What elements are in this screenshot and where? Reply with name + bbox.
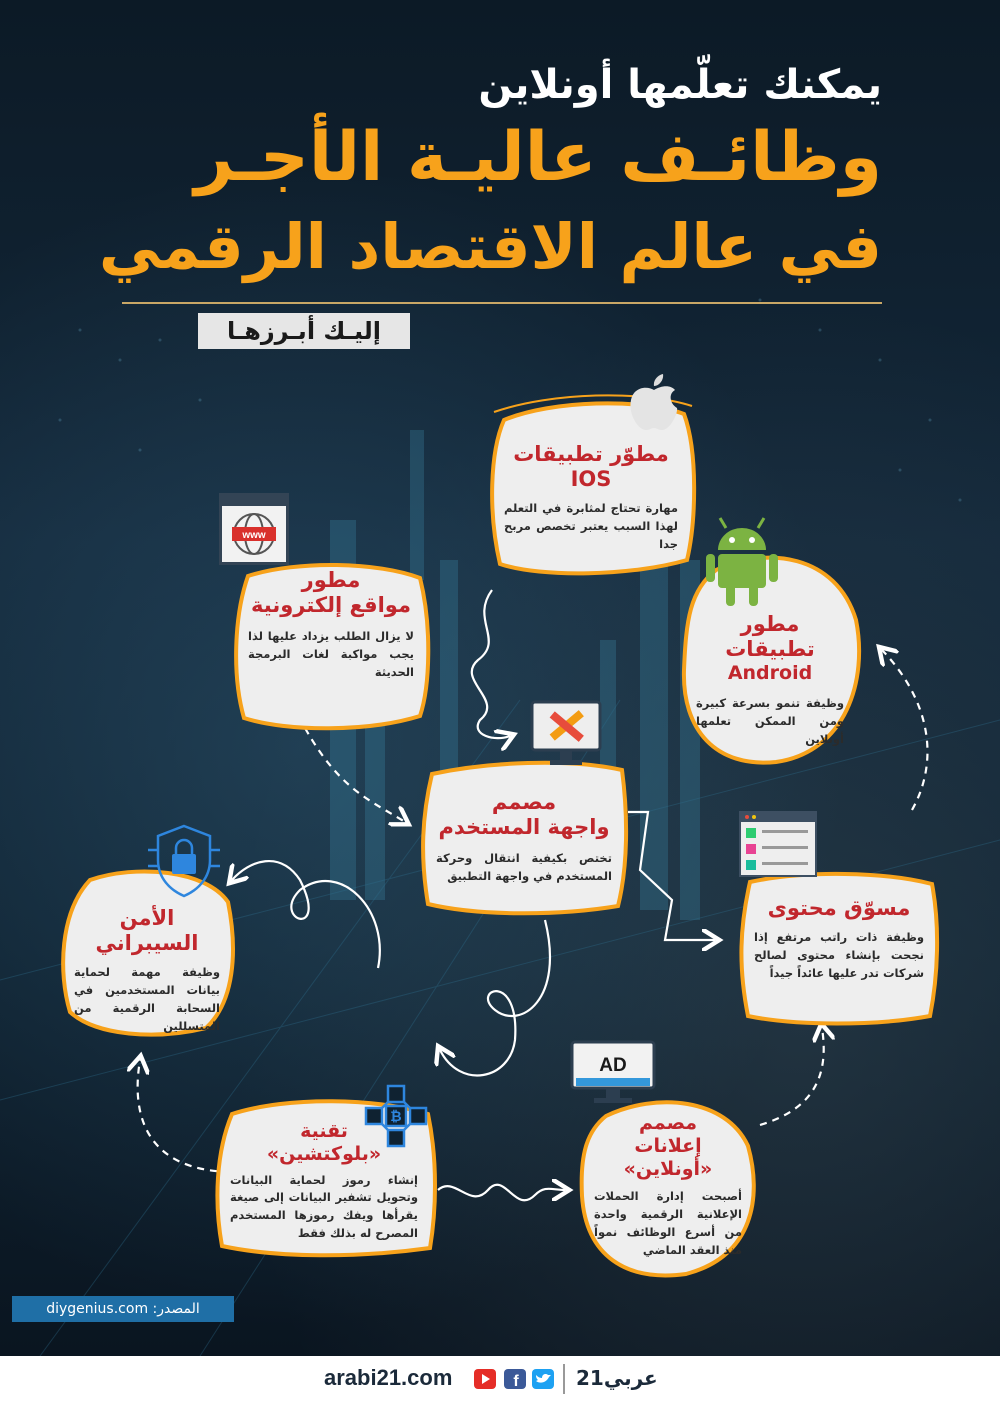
job-title-cyber: الأمن السيبراني: [95, 906, 199, 956]
arrow-ios-to-ux: [472, 590, 510, 738]
www-browser-icon: [219, 493, 289, 565]
job-card-ux: [418, 756, 630, 918]
header-subtitle: في عالم الاقتصاد الرقمي: [98, 210, 882, 283]
job-title-web-line1: مطور: [301, 568, 361, 592]
arrow-ux-to-cyber: [232, 861, 380, 968]
arrow-ads-to-content: [760, 1028, 824, 1125]
job-text-ads: أصبحت إدارة الحملات الإعلانية الرقمية واحدة من أسرع الوظائف نمواً منذ العقد الماضي: [594, 1189, 742, 1257]
job-title-ios: مطوّر تطبيقات IOS: [513, 442, 669, 492]
source-site[interactable]: diygenius.com: [46, 1301, 149, 1317]
header-top-line: يمكنك تعلّمها أونلاين: [478, 62, 882, 108]
security-lock-icon: [144, 820, 224, 900]
job-title-android-line1: مطور تطبيقات: [725, 612, 815, 662]
svg-text:₿: ₿: [390, 1109, 402, 1125]
job-text-cyber: وظيفة مهمة لحماية بيانات المستخدمين في السحابة الرقمية من المتسللين: [74, 965, 220, 1033]
job-text-blockchain: إنشاء رموز لحماية البيانات وتحويل تشفير البيانات إلى صيغة يقرأها ويفك رموزها المستخدم المصرح له بذلك فقط: [230, 1172, 418, 1241]
job-title-blockchain-line2: «بلوكتشين»: [266, 1142, 382, 1165]
job-title-content: مسوّق محتوى: [767, 896, 911, 920]
ad-monitor-icon: [570, 1040, 656, 1106]
apple-icon: [626, 368, 682, 432]
youtube-icon[interactable]: [474, 1369, 496, 1389]
android-icon: [704, 512, 780, 608]
footer-logo: عربي21: [576, 1366, 658, 1390]
facebook-icon[interactable]: [504, 1369, 526, 1389]
header-main-title: وظائـف عاليـة الأجـر: [194, 118, 882, 197]
arrow-web-to-ux: [305, 728, 405, 822]
footer-separator: [563, 1364, 565, 1394]
job-card-web: [228, 556, 434, 734]
job-title-web-line2: مواقع إلكترونية: [251, 593, 411, 618]
footer-site[interactable]: arabi21.com: [324, 1365, 453, 1390]
design-monitor-icon: [530, 700, 602, 768]
job-title-ads-line2: إعلانات «أونلاين»: [623, 1134, 713, 1180]
svg-text:f: f: [513, 1373, 519, 1389]
footer-bar: [0, 1356, 1000, 1404]
arrow-blockchain-to-ads: [438, 1185, 565, 1201]
content-window-icon: [738, 810, 818, 878]
twitter-icon[interactable]: [532, 1369, 554, 1389]
job-title-android-line2: Android: [727, 662, 813, 685]
arrow-content-to-android: [882, 650, 927, 810]
job-title-blockchain-line1: تقنية: [300, 1120, 348, 1142]
job-card-content: [736, 866, 942, 1026]
globe-icon: [222, 506, 286, 562]
job-text-ux: تختص بكيفية انتقال وحركة المستخدم في واجهة التطبيق: [436, 851, 612, 884]
job-title-ux-line2: واجهة المستخدم: [438, 815, 610, 840]
arrow-ux-to-content: [628, 812, 715, 940]
job-title-ux-line1: مصمم: [491, 790, 557, 814]
source-label: المصدر:: [152, 1301, 200, 1317]
blockchain-icon: [360, 1080, 432, 1152]
header-tag: إليـك أبـرزهـا: [198, 313, 410, 349]
job-text-ios: مهارة تحتاج لمثابرة في التعلم لهذا السبب يعتبر تخصص مربح جدا: [504, 501, 678, 551]
ad-label: AD: [599, 1055, 627, 1076]
job-card-ads: [576, 1086, 760, 1282]
job-text-content: وظيفة ذات راتب مرتفع إذا نجحت بإنشاء محتوى لصالح شركات تدر عليها عائداً جيداً: [754, 930, 924, 980]
job-title-ads-line1: مصمم: [638, 1112, 698, 1134]
job-text-web: لا يزال الطلب يزداد عليها لذا يجب مواكبة لغات البرمجة الحديثة: [248, 629, 414, 679]
www-label: www: [242, 530, 266, 541]
job-text-android: وظيفة تنمو بسرعة كبيرة ومن الممكن تعلمها أونلاين: [696, 696, 844, 746]
arrow-ux-loop: [440, 920, 550, 1075]
source-credit: [12, 1296, 234, 1322]
